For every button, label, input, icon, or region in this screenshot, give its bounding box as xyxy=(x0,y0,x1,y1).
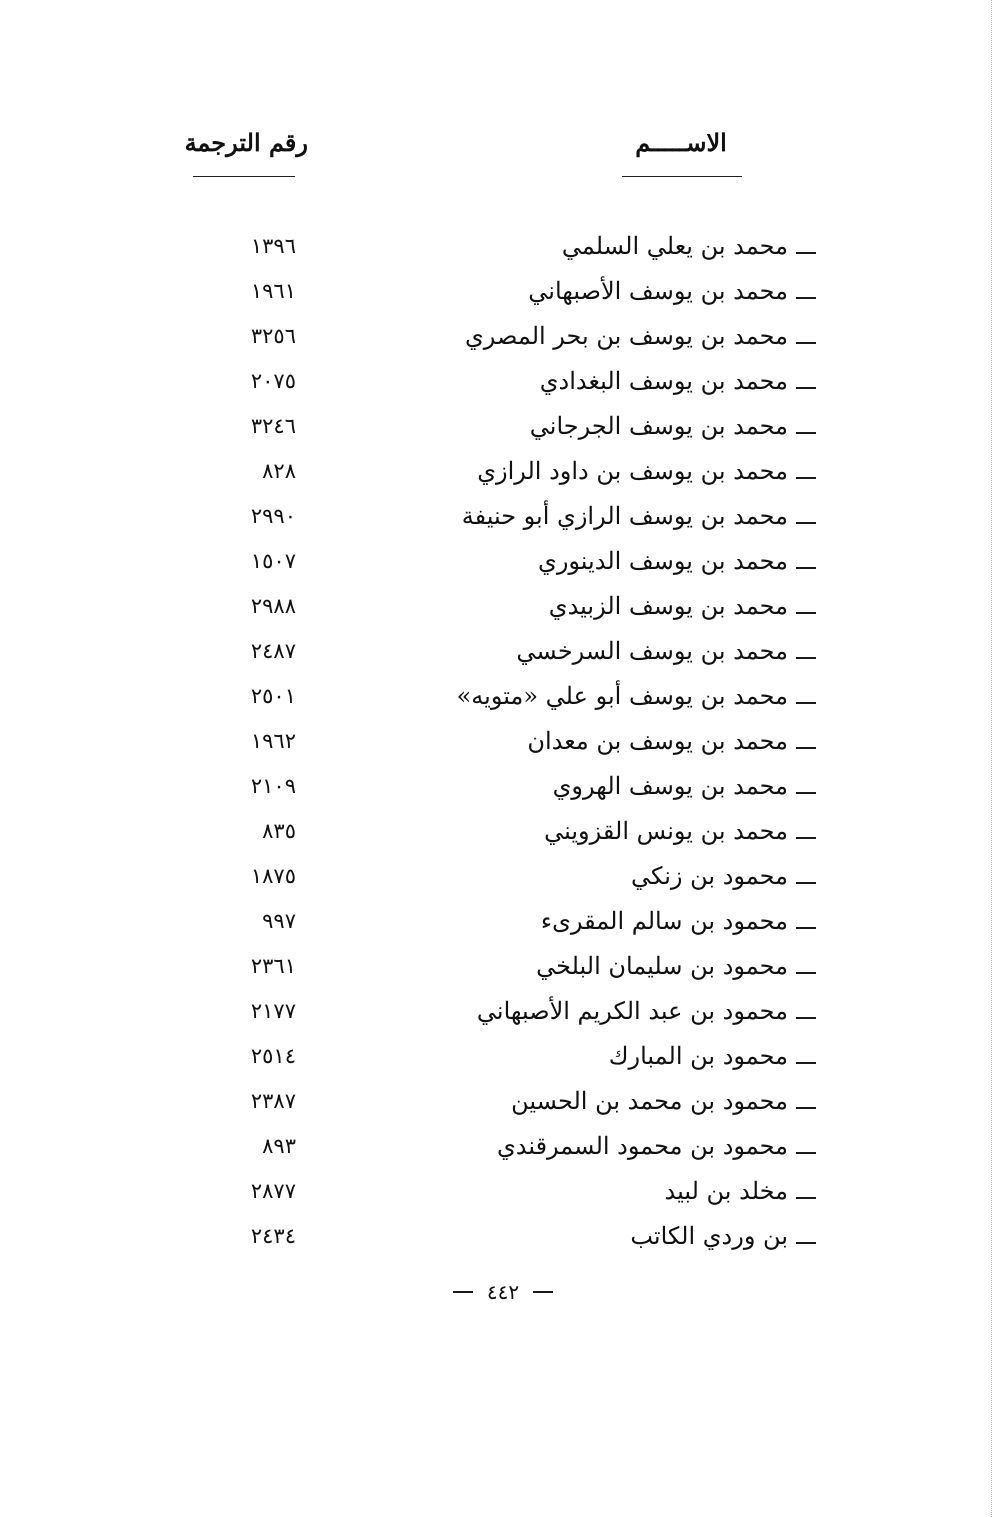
entry-name: محمد بن يوسف الجرجاني xyxy=(529,412,788,440)
entry-dash xyxy=(796,477,816,479)
page-number: ٤٤٢ xyxy=(486,1279,520,1304)
entry-name: بن وردي الكاتب xyxy=(630,1222,788,1250)
entry-name: محمد بن يوسف بن معدان xyxy=(527,727,788,755)
entry-dash xyxy=(796,342,816,344)
entry-number: ٢٤٣٤ xyxy=(250,1224,296,1248)
list-item xyxy=(0,1036,1006,1081)
entry-dash xyxy=(796,702,816,704)
entry-name: محمد بن يوسف الهروي xyxy=(552,772,788,800)
column-header-number: رقم الترجمة xyxy=(184,128,308,157)
entry-dash xyxy=(796,1197,816,1199)
entry-number: ٢٥٠١ xyxy=(250,684,296,708)
entry-number: ١٩٦١ xyxy=(250,279,296,303)
entry-number: ٨٩٣ xyxy=(262,1134,296,1158)
entry-dash xyxy=(796,882,816,884)
list-item xyxy=(0,226,1006,271)
entry-name: محمد بن يوسف السرخسي xyxy=(516,637,788,665)
list-item xyxy=(0,811,1006,856)
list-item xyxy=(0,541,1006,586)
list-item xyxy=(0,586,1006,631)
entry-dash xyxy=(796,567,816,569)
entry-name: محمود بن عبد الكريم الأصبهاني xyxy=(476,997,788,1025)
list-item xyxy=(0,631,1006,676)
entry-dash xyxy=(796,792,816,794)
entry-name: محمد بن يونس القزويني xyxy=(544,817,788,845)
entry-number: ٢٤٨٧ xyxy=(250,639,296,663)
entry-number: ٢١٠٩ xyxy=(250,774,296,798)
entry-dash xyxy=(796,1152,816,1154)
list-item xyxy=(0,991,1006,1036)
page-footer xyxy=(0,1278,1006,1304)
entry-number: ٩٩٧ xyxy=(262,909,296,933)
entry-number: ٣٢٥٦ xyxy=(250,324,296,348)
entry-number: ١٥٠٧ xyxy=(250,549,296,573)
entry-dash xyxy=(796,522,816,524)
entry-dash xyxy=(796,297,816,299)
entry-dash xyxy=(796,1107,816,1109)
list-item xyxy=(0,1126,1006,1171)
entry-dash xyxy=(796,747,816,749)
list-item xyxy=(0,361,1006,406)
list-item xyxy=(0,766,1006,811)
entry-dash xyxy=(796,927,816,929)
footer-dash-left xyxy=(453,1291,473,1293)
entry-number: ١٩٦٢ xyxy=(250,729,296,753)
column-header-name-underline xyxy=(622,176,742,177)
list-item xyxy=(0,451,1006,496)
entry-name: محمد بن يوسف الأصبهاني xyxy=(528,277,788,305)
entry-dash xyxy=(796,612,816,614)
entry-number: ٢١٧٧ xyxy=(250,999,296,1023)
entry-name: مخلد بن لبيد xyxy=(664,1177,788,1205)
list-item xyxy=(0,316,1006,361)
entry-number: ١٣٩٦ xyxy=(250,234,296,258)
entry-name: محمود بن محمد بن الحسين xyxy=(511,1087,788,1115)
entry-name: محمد بن يوسف بن داود الرازي xyxy=(477,457,788,485)
entry-number: ٢٠٧٥ xyxy=(250,369,296,393)
entry-name: محمد بن يوسف أبو علي «متويه» xyxy=(456,682,788,710)
entry-number: ٢٣٦١ xyxy=(250,954,296,978)
entry-name: محمد بن يعلي السلمي xyxy=(561,232,788,260)
column-header-number-underline xyxy=(193,176,295,177)
entry-name: محمد بن يوسف الزبيدي xyxy=(548,592,788,620)
entry-dash xyxy=(796,252,816,254)
entry-dash xyxy=(796,387,816,389)
list-item xyxy=(0,271,1006,316)
list-item xyxy=(0,1216,1006,1261)
list-item xyxy=(0,496,1006,541)
entry-dash xyxy=(796,972,816,974)
entry-name: محمد بن يوسف بن بحر المصري xyxy=(464,322,788,350)
entry-name: محمود بن محمود السمرقندي xyxy=(496,1132,788,1160)
column-header-name: الاســـــم xyxy=(635,128,727,157)
list-item xyxy=(0,1081,1006,1126)
entry-number: ٢٣٨٧ xyxy=(250,1089,296,1113)
entry-name: محمود بن سالم المقرىء xyxy=(540,907,788,935)
entry-dash xyxy=(796,1242,816,1244)
entry-number: ٨٢٨ xyxy=(262,459,296,483)
entry-dash xyxy=(796,432,816,434)
entry-name: محمد بن يوسف البغدادي xyxy=(539,367,788,395)
entry-name: محمد بن يوسف الرازي أبو حنيفة xyxy=(461,502,788,530)
entry-number: ٢٨٧٧ xyxy=(250,1179,296,1203)
entries-list xyxy=(0,226,1006,1261)
entry-dash xyxy=(796,1062,816,1064)
entry-dash xyxy=(796,837,816,839)
list-item xyxy=(0,406,1006,451)
footer-dash-right xyxy=(533,1291,553,1293)
list-item xyxy=(0,946,1006,991)
entry-number: ٨٣٥ xyxy=(262,819,296,843)
entry-name: محمود بن المبارك xyxy=(608,1042,788,1070)
entry-number: ٣٢٤٦ xyxy=(250,414,296,438)
list-item xyxy=(0,856,1006,901)
list-item xyxy=(0,721,1006,766)
entry-dash xyxy=(796,657,816,659)
entry-name: محمد بن يوسف الدينوري xyxy=(538,547,788,575)
entry-dash xyxy=(796,1017,816,1019)
entry-name: محمود بن سليمان البلخي xyxy=(536,952,788,980)
list-item xyxy=(0,676,1006,721)
entry-name: محمود بن زنكي xyxy=(630,862,788,890)
entry-number: ٢٩٨٨ xyxy=(250,594,296,618)
entry-number: ٢٥١٤ xyxy=(250,1044,296,1068)
entry-number: ٢٩٩٠ xyxy=(250,504,296,528)
list-item xyxy=(0,1171,1006,1216)
list-item xyxy=(0,901,1006,946)
entry-number: ١٨٧٥ xyxy=(250,864,296,888)
